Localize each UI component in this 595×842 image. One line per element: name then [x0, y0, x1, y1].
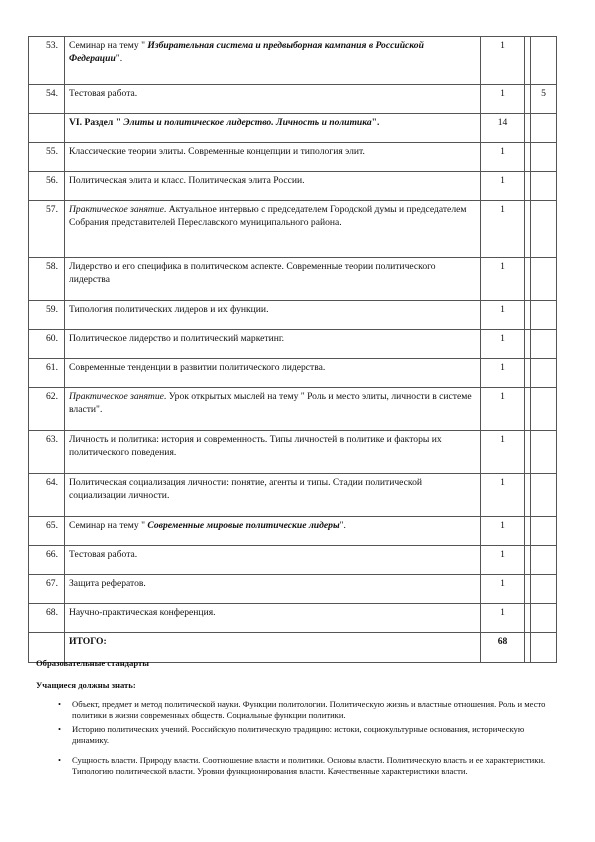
topic-text: Современные мировые политические лидеры — [147, 520, 340, 531]
topic-text: Классические теории элиты. Современные концепции и типология элит. — [69, 146, 365, 157]
table-row — [29, 546, 557, 575]
control-count — [531, 517, 557, 546]
lesson-topic — [65, 546, 481, 575]
control-count — [531, 330, 557, 359]
lesson-number: 58. — [29, 258, 65, 301]
lesson-topic — [65, 359, 481, 388]
lesson-plan-body — [29, 37, 557, 663]
topic-text: Семинар на тему " — [69, 40, 148, 51]
lesson-hours: 1 — [481, 301, 525, 330]
lesson-number: 60. — [29, 330, 65, 359]
lesson-topic — [65, 517, 481, 546]
control-count — [531, 201, 557, 258]
table-row — [29, 114, 557, 143]
topic-text: Политическая элита и класс. Политическая элита России. — [69, 175, 305, 186]
lesson-topic — [65, 431, 481, 474]
lesson-hours: 1 — [481, 388, 525, 431]
lesson-topic — [65, 388, 481, 431]
educational-standards — [36, 658, 561, 780]
topic-text: Типология политических лидеров и их функции. — [69, 304, 269, 315]
lesson-hours: 68 — [481, 633, 525, 663]
standards-item: • Объект, предмет и метод политической науки. Функции политологии. Политическую жизнь и властные отношения. Роль и место политики в жизни современных обществ. Социальные функции политики. — [72, 699, 561, 721]
lesson-hours: 1 — [481, 474, 525, 517]
topic-text: Избирательная система и предвыборная кампания в Российской Федерации — [69, 40, 424, 64]
lesson-topic — [65, 258, 481, 301]
topic-text: . Актуальное интервью с председателем Городской думы и председателем Собрания представителей Переславского муниципального района. — [69, 204, 467, 228]
topic-text: Политическое лидерство и политический маркетинг. — [69, 333, 285, 344]
topic-text: ". — [339, 520, 346, 531]
lesson-hours: 1 — [481, 258, 525, 301]
lesson-number: 59. — [29, 301, 65, 330]
standards-item: • Историю политических учений. Российскую политическую традицию: истоки, социокультурные основания, историческую динамику. — [72, 724, 561, 746]
topic-text: Современные тенденции в развитии политического лидерства. — [69, 362, 326, 373]
topic-text: Защита рефератов. — [69, 578, 146, 589]
lesson-number: 56. — [29, 172, 65, 201]
lesson-number: 63. — [29, 431, 65, 474]
lesson-topic — [65, 330, 481, 359]
control-count — [531, 474, 557, 517]
lesson-number: 57. — [29, 201, 65, 258]
standards-list — [36, 699, 561, 777]
lesson-number: 53. — [29, 37, 65, 85]
table-row — [29, 575, 557, 604]
lesson-hours: 1 — [481, 330, 525, 359]
control-count — [531, 359, 557, 388]
table-row — [29, 143, 557, 172]
control-count — [531, 388, 557, 431]
lesson-topic — [65, 37, 481, 85]
lesson-number — [29, 114, 65, 143]
lesson-hours: 1 — [481, 172, 525, 201]
lesson-topic — [65, 575, 481, 604]
topic-text: VI. Раздел " — [69, 117, 124, 128]
lesson-hours: 1 — [481, 517, 525, 546]
table-row — [29, 474, 557, 517]
table-row — [29, 37, 557, 85]
lesson-number: 66. — [29, 546, 65, 575]
lesson-topic — [65, 85, 481, 114]
lesson-topic — [65, 172, 481, 201]
table-row — [29, 431, 557, 474]
table-row — [29, 517, 557, 546]
topic-text: Политическая социализация личности: понятие, агенты и типы. Стадии политической социализации личности. — [69, 477, 423, 501]
topic-text: ". — [371, 117, 380, 128]
control-count — [531, 575, 557, 604]
topic-text: Семинар на тему " — [69, 520, 148, 531]
control-count — [531, 37, 557, 85]
lesson-number: 55. — [29, 143, 65, 172]
table-row — [29, 172, 557, 201]
control-count — [531, 258, 557, 301]
topic-text: Личность и политика: история и современность. Типы личностей в политике и факторы их политического поведения. — [69, 434, 442, 458]
topic-text: Тестовая работа. — [69, 549, 138, 560]
table-row — [29, 301, 557, 330]
lesson-hours: 1 — [481, 85, 525, 114]
lesson-number: 64. — [29, 474, 65, 517]
standards-title: Образовательные стандарты — [36, 658, 149, 668]
lesson-hours: 1 — [481, 359, 525, 388]
control-count — [531, 301, 557, 330]
topic-text: Научно-практическая конференция. — [69, 607, 216, 618]
standards-subtitle: Учащиеся должны знать: — [36, 680, 136, 690]
lesson-hours: 1 — [481, 546, 525, 575]
table-row — [29, 330, 557, 359]
lesson-number: 68. — [29, 604, 65, 633]
standards-item: • Сущность власти. Природу власти. Соотношение власти и политики. Основы власти. Политическую власть и ее характеристики. Типологию политической власти. Уровни функционирования власти. Качественные характеристики власти. — [72, 755, 561, 777]
lesson-plan-table — [28, 36, 557, 663]
topic-text: Лидерство и его специфика в политическом аспекте. Современные теории политического лидерства — [69, 261, 436, 285]
table-row — [29, 258, 557, 301]
table-row — [29, 604, 557, 633]
table-row — [29, 201, 557, 258]
topic-text: Практическое занятие — [69, 391, 164, 402]
control-count — [531, 172, 557, 201]
control-count — [531, 604, 557, 633]
control-count — [531, 114, 557, 143]
lesson-hours: 1 — [481, 575, 525, 604]
lesson-hours: 1 — [481, 431, 525, 474]
table-row — [29, 359, 557, 388]
topic-text: Элиты и политическое лидерство. Личность и политика — [123, 117, 372, 128]
lesson-hours: 1 — [481, 604, 525, 633]
lesson-number: 54. — [29, 85, 65, 114]
topic-text: ИТОГО: — [69, 636, 107, 647]
lesson-topic — [65, 301, 481, 330]
lesson-topic — [65, 143, 481, 172]
lesson-hours: 1 — [481, 201, 525, 258]
control-count — [531, 546, 557, 575]
table-row — [29, 85, 557, 114]
topic-text: . Урок открытых мыслей на тему " Роль и место элиты, личности в системе власти". — [69, 391, 472, 415]
lesson-hours: 1 — [481, 37, 525, 85]
topic-text: Тестовая работа. — [69, 88, 138, 99]
lesson-number: 62. — [29, 388, 65, 431]
lesson-topic — [65, 114, 481, 143]
lesson-hours: 1 — [481, 143, 525, 172]
lesson-number: 65. — [29, 517, 65, 546]
lesson-topic — [65, 604, 481, 633]
lesson-number: 67. — [29, 575, 65, 604]
lesson-topic — [65, 474, 481, 517]
lesson-hours: 14 — [481, 114, 525, 143]
topic-text: ". — [115, 52, 123, 64]
topic-text: Практическое занятие — [69, 204, 164, 215]
control-count: 5 — [531, 85, 557, 114]
control-count — [531, 431, 557, 474]
lesson-topic — [65, 201, 481, 258]
control-count — [531, 143, 557, 172]
table-row — [29, 388, 557, 431]
lesson-number: 61. — [29, 359, 65, 388]
